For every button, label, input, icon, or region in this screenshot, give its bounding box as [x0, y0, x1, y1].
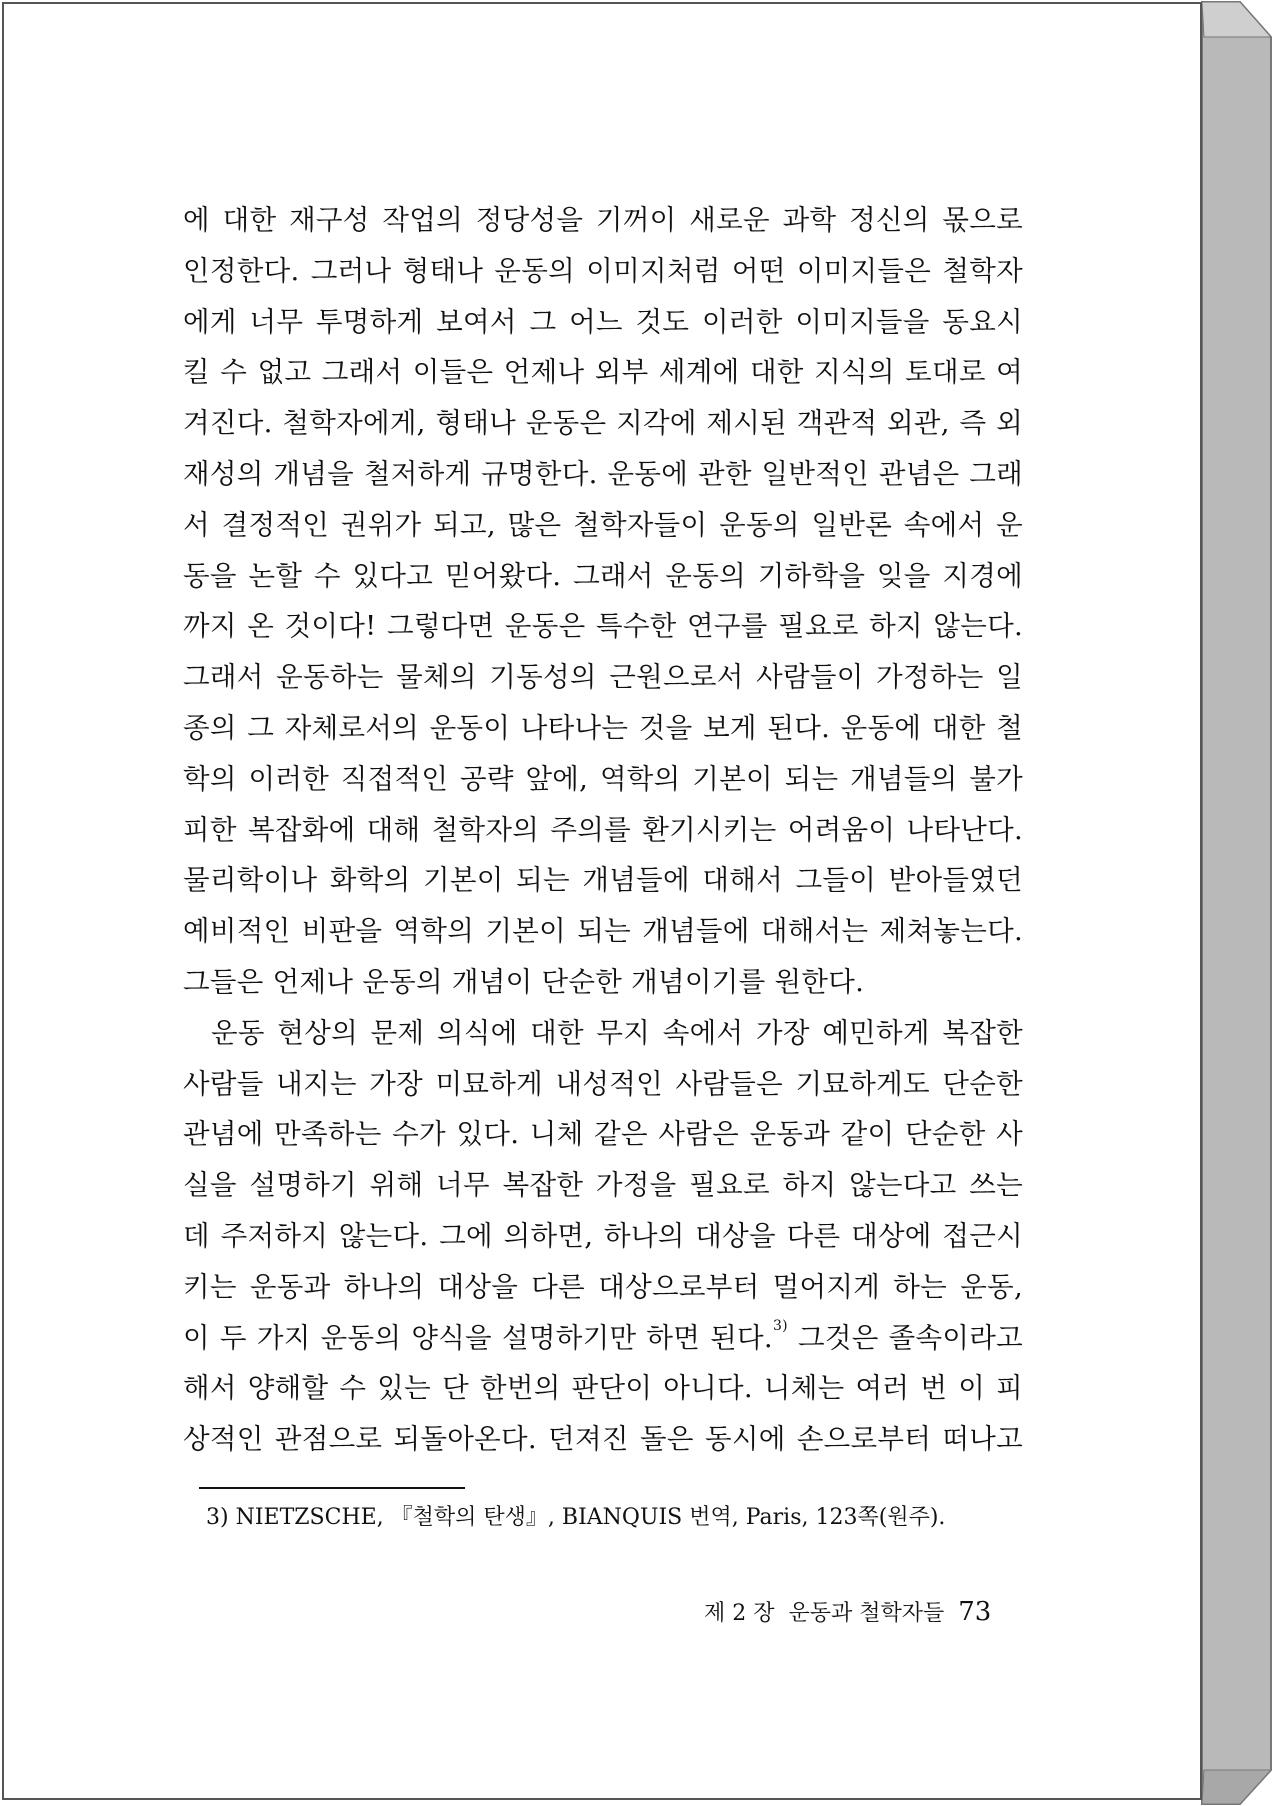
text-line: 에게 너무 투명하게 보여서 그 어느 것도 이러한 이미지들을 동요시 [183, 305, 1023, 338]
text-line: 겨진다. 철학자에게, 형태나 운동은 지각에 제시된 객관적 외관, 즉 외 [183, 407, 1023, 440]
text-line: 물리학이나 화학의 기본이 되는 개념들에 대해서 그들이 받아들였던 [183, 864, 1023, 897]
chapter-title: 운동과 철학자들 [788, 1601, 945, 1626]
text-line: 동을 논할 수 있다고 믿어왔다. 그래서 운동의 기하학을 잊을 지경에 [183, 559, 1023, 592]
footnote-divider [199, 1487, 465, 1489]
text-line: 사람들 내지는 가장 미묘하게 내성적인 사람들은 기묘하게도 단순한 [183, 1067, 1023, 1100]
chapter-label: 제 2 장 [704, 1601, 775, 1626]
text-line: 그래서 운동하는 물체의 기동성의 근원으로서 사람들이 가정하는 일 [183, 661, 1023, 694]
text-line: 피한 복잡화에 대해 철학자의 주의를 환기시키는 어려움이 나타난다. [183, 813, 1023, 846]
text-line: 해서 양해할 수 있는 단 한번의 판단이 아니다. 니체는 여러 번 이 피 [183, 1372, 1023, 1405]
text-line: 에 대한 재구성 작업의 정당성을 기꺼이 새로운 과학 정신의 몫으로 [183, 204, 1023, 236]
text-line: 상적인 관점으로 되돌아온다. 던져진 돌은 동시에 손으로부터 떠나고 [183, 1423, 1023, 1456]
paragraph-start-line: 운동 현상의 문제 의식에 대한 무지 속에서 가장 예민하게 복잡한 [211, 1016, 1023, 1049]
text-line: 학의 이러한 직접적인 공략 앞에, 역학의 기본이 되는 개념들의 불가 [183, 762, 1023, 795]
text-line: 까지 온 것이다! 그렇다면 운동은 특수한 연구를 필요로 하지 않는다. [183, 610, 1023, 643]
text-line: 키는 운동과 하나의 대상을 다른 대상으로부터 멀어지게 하는 운동, [183, 1270, 1023, 1303]
text-line: 실을 설명하기 위해 너무 복잡한 가정을 필요로 하지 않는다고 쓰는 [183, 1169, 1023, 1202]
text-line: 인정한다. 그러나 형태나 운동의 이미지처럼 어떤 이미지들은 철학자 [183, 254, 1023, 287]
text-segment: 그것은 졸속이라고 [787, 1321, 1023, 1354]
text-line: 관념에 만족하는 수가 있다. 니체 같은 사람은 운동과 같이 단순한 사 [183, 1118, 1023, 1151]
text-line: 킬 수 없고 그래서 이들은 언제나 외부 세계에 대한 지식의 토대로 여 [183, 356, 1023, 389]
text-line: 종의 그 자체로서의 운동이 나타나는 것을 보게 된다. 운동에 대한 철 [183, 711, 1023, 744]
body-text [183, 195, 1023, 1465]
text-line-with-note [183, 1313, 1023, 1364]
running-footer [704, 1596, 991, 1627]
text-line: 데 주저하지 않는다. 그에 의하면, 하나의 대상을 다른 대상에 접근시 [183, 1219, 1023, 1252]
text-line: 재성의 개념을 철저하게 규명한다. 운동에 관한 일반적인 관념은 그래 [183, 457, 1023, 490]
text-segment: 이 두 가지 운동의 양식을 설명하기만 하면 된다. [183, 1321, 773, 1354]
footnote-ref[interactable]: 3) [772, 1317, 788, 1334]
footnote: 3) NIETZSCHE, 『철학의 탄생』, BIANQUIS 번역, Paris, 123쪽(원주). [206, 1505, 946, 1530]
text-line: 예비적인 비판을 역학의 기본이 되는 개념들에 대해서는 제쳐놓는다. [183, 915, 1023, 948]
text-line: 서 결정적인 권위가 되고, 많은 철학자들이 운동의 일반론 속에서 운 [183, 508, 1023, 541]
paragraph-end-line: 그들은 언제나 운동의 개념이 단순한 개념이기를 원한다. [183, 965, 865, 998]
page-number: 73 [958, 1597, 992, 1627]
